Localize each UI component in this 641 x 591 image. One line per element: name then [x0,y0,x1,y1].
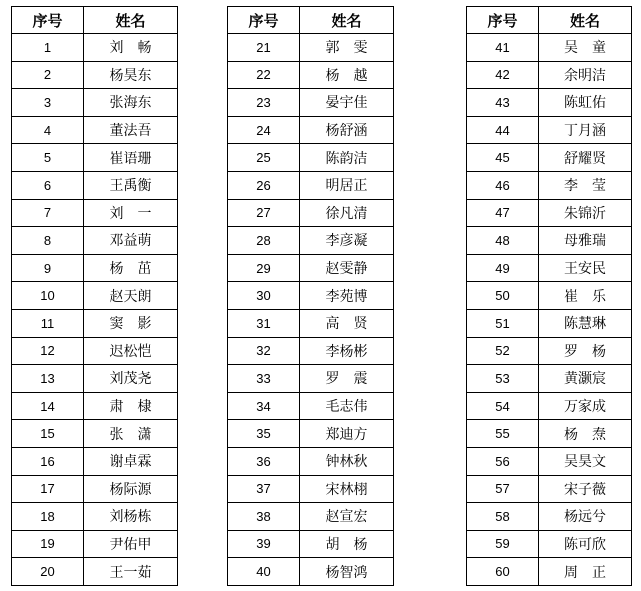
row-number: 28 [228,227,300,255]
row-number: 59 [467,530,539,558]
table-row [12,475,178,503]
person-name: 李杨彬 [300,337,394,365]
table-row [12,144,178,172]
person-name: 胡 杨 [300,530,394,558]
row-number: 40 [228,558,300,586]
table-row [12,558,178,586]
row-number: 34 [228,392,300,420]
table-row [467,503,632,531]
row-number: 57 [467,475,539,503]
person-name: 张海东 [84,89,178,117]
header-row [467,7,632,34]
person-name: 朱锦沂 [539,199,632,227]
table-row [467,420,632,448]
table-row [228,447,394,475]
person-name: 王一茹 [84,558,178,586]
person-name: 吴 童 [539,34,632,62]
row-number: 51 [467,309,539,337]
row-number: 49 [467,254,539,282]
person-name: 杨舒涵 [300,116,394,144]
row-number: 2 [12,61,84,89]
row-number: 38 [228,503,300,531]
table-row [12,227,178,255]
row-number: 1 [12,34,84,62]
person-name: 罗 震 [300,365,394,393]
table-row [228,34,394,62]
roster-table-3 [466,6,632,586]
person-name: 杨昊东 [84,61,178,89]
row-number: 53 [467,365,539,393]
row-number: 19 [12,530,84,558]
person-name: 宋林栩 [300,475,394,503]
row-number: 27 [228,199,300,227]
table-row [228,530,394,558]
table-row [228,282,394,310]
row-number: 52 [467,337,539,365]
row-number: 29 [228,254,300,282]
row-number: 25 [228,144,300,172]
person-name: 罗 杨 [539,337,632,365]
table-row [467,144,632,172]
person-name: 肃 棣 [84,392,178,420]
table-row [228,558,394,586]
table-row [228,503,394,531]
table-row [228,144,394,172]
row-number: 18 [12,503,84,531]
person-name: 陈慧琳 [539,309,632,337]
table-row [228,254,394,282]
table-row [12,447,178,475]
person-name: 崔语珊 [84,144,178,172]
table-row [228,309,394,337]
table-row [12,254,178,282]
person-name: 杨远兮 [539,503,632,531]
name-header: 姓名 [539,7,632,34]
table-row [467,558,632,586]
person-name: 郑迪方 [300,420,394,448]
row-number: 22 [228,61,300,89]
table-row [12,392,178,420]
table-row [467,34,632,62]
row-number: 14 [12,392,84,420]
row-number: 60 [467,558,539,586]
person-name: 迟松恺 [84,337,178,365]
row-number: 42 [467,61,539,89]
person-name: 刘杨栋 [84,503,178,531]
table-row [467,475,632,503]
table-row [228,365,394,393]
row-number: 17 [12,475,84,503]
person-name: 张 潇 [84,420,178,448]
row-number: 47 [467,199,539,227]
person-name: 杨 茁 [84,254,178,282]
person-name: 周 正 [539,558,632,586]
row-number: 11 [12,309,84,337]
table-row [12,89,178,117]
row-number: 39 [228,530,300,558]
person-name: 刘茂尧 [84,365,178,393]
number-header: 序号 [228,7,300,34]
table-row [12,337,178,365]
table-row [228,171,394,199]
row-number: 12 [12,337,84,365]
table-row [228,227,394,255]
table-row [228,392,394,420]
row-number: 46 [467,171,539,199]
person-name: 郭 雯 [300,34,394,62]
table-row [228,420,394,448]
table-row [12,530,178,558]
row-number: 5 [12,144,84,172]
row-number: 37 [228,475,300,503]
row-number: 15 [12,420,84,448]
row-number: 32 [228,337,300,365]
table-row [467,89,632,117]
person-name: 尹佑甲 [84,530,178,558]
row-number: 50 [467,282,539,310]
person-name: 晏宇佳 [300,89,394,117]
person-name: 陈可欣 [539,530,632,558]
header-row [228,7,394,34]
person-name: 高 贤 [300,309,394,337]
row-number: 9 [12,254,84,282]
table-row [467,337,632,365]
row-number: 35 [228,420,300,448]
person-name: 谢卓霖 [84,447,178,475]
person-name: 李 莹 [539,171,632,199]
table-row [12,171,178,199]
row-number: 30 [228,282,300,310]
table-row [12,61,178,89]
table-row [467,392,632,420]
person-name: 余明洁 [539,61,632,89]
table-row [228,116,394,144]
row-number: 20 [12,558,84,586]
table-row [467,61,632,89]
row-number: 41 [467,34,539,62]
person-name: 李彦凝 [300,227,394,255]
table-row [12,199,178,227]
person-name: 刘 一 [84,199,178,227]
person-name: 窦 影 [84,309,178,337]
person-name: 陈韵洁 [300,144,394,172]
person-name: 董法吾 [84,116,178,144]
person-name: 万家成 [539,392,632,420]
person-name: 赵宣宏 [300,503,394,531]
row-number: 44 [467,116,539,144]
person-name: 徐凡清 [300,199,394,227]
row-number: 7 [12,199,84,227]
table-row [467,309,632,337]
table-row [12,503,178,531]
person-name: 杨际源 [84,475,178,503]
table-row [467,282,632,310]
person-name: 刘 畅 [84,34,178,62]
name-header: 姓名 [300,7,394,34]
person-name: 李苑博 [300,282,394,310]
row-number: 8 [12,227,84,255]
person-name: 赵雯静 [300,254,394,282]
person-name: 杨 越 [300,61,394,89]
table-row [228,199,394,227]
table-row [228,475,394,503]
row-number: 10 [12,282,84,310]
person-name: 母雅瑞 [539,227,632,255]
table-row [467,365,632,393]
person-name: 舒耀贤 [539,144,632,172]
person-name: 杨 焘 [539,420,632,448]
number-header: 序号 [467,7,539,34]
person-name: 崔 乐 [539,282,632,310]
person-name: 丁月涵 [539,116,632,144]
table-row [12,420,178,448]
row-number: 31 [228,309,300,337]
person-name: 吴昊文 [539,447,632,475]
table-row [467,254,632,282]
row-number: 21 [228,34,300,62]
row-number: 48 [467,227,539,255]
row-number: 23 [228,89,300,117]
roster-table-1 [11,6,178,586]
table-row [467,171,632,199]
number-header: 序号 [12,7,84,34]
person-name: 王禹衡 [84,171,178,199]
person-name: 黄灏宸 [539,365,632,393]
table-row [12,309,178,337]
table-row [467,447,632,475]
row-number: 54 [467,392,539,420]
row-number: 3 [12,89,84,117]
table-row [12,116,178,144]
table-row [467,530,632,558]
row-number: 36 [228,447,300,475]
row-number: 6 [12,171,84,199]
row-number: 26 [228,171,300,199]
row-number: 24 [228,116,300,144]
row-number: 58 [467,503,539,531]
person-name: 宋子薇 [539,475,632,503]
table-row [12,365,178,393]
row-number: 16 [12,447,84,475]
table-row [228,89,394,117]
row-number: 33 [228,365,300,393]
person-name: 陈虹佑 [539,89,632,117]
table-row [467,116,632,144]
table-row [467,199,632,227]
person-name: 明居正 [300,171,394,199]
person-name: 杨智鸿 [300,558,394,586]
row-number: 43 [467,89,539,117]
table-row [228,337,394,365]
table-row [467,227,632,255]
roster-table-2 [227,6,394,586]
header-row [12,7,178,34]
person-name: 钟林秋 [300,447,394,475]
row-number: 4 [12,116,84,144]
person-name: 王安民 [539,254,632,282]
table-row [12,282,178,310]
person-name: 赵天朗 [84,282,178,310]
row-number: 13 [12,365,84,393]
person-name: 邓益萌 [84,227,178,255]
person-name: 毛志伟 [300,392,394,420]
table-row [12,34,178,62]
row-number: 45 [467,144,539,172]
table-row [228,61,394,89]
row-number: 56 [467,447,539,475]
row-number: 55 [467,420,539,448]
name-header: 姓名 [84,7,178,34]
